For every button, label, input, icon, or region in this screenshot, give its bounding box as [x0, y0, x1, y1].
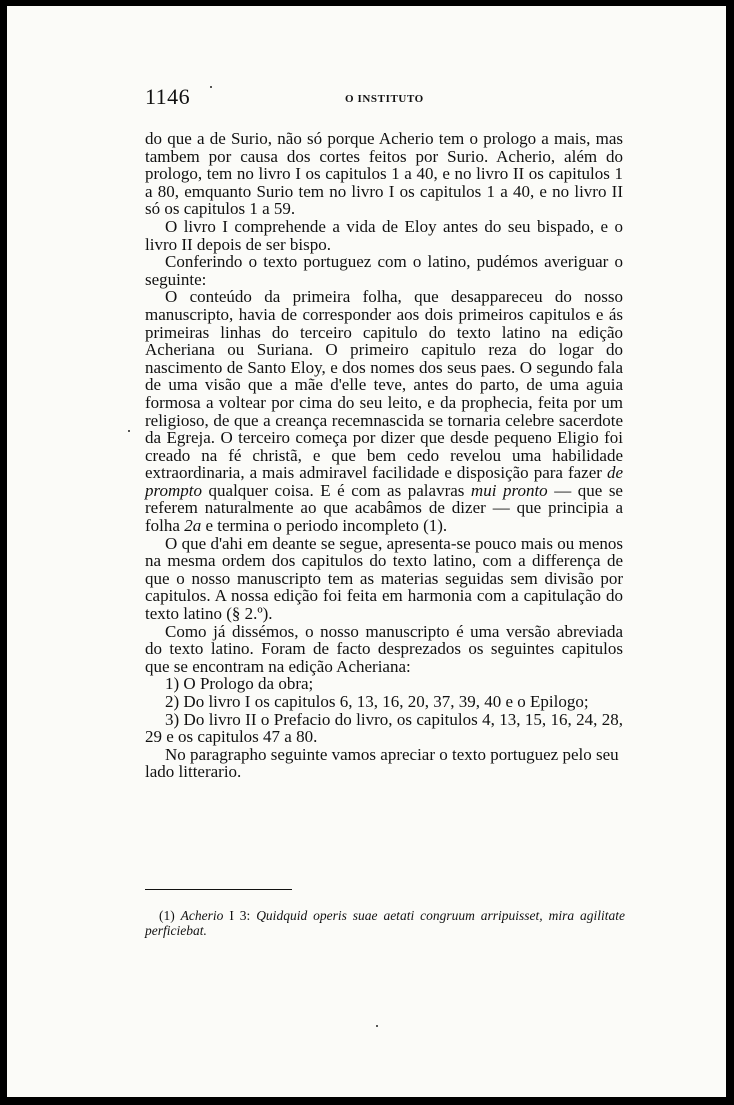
text-run: — que se referem naturalmente ao que acabâmos de dizer — que principia a folha	[145, 480, 623, 536]
text-run: e termina o periodo incompleto (1).	[201, 516, 448, 536]
footnote-quote: Quidquid operis suae aetati congruum arripuisset, mira agilitate perficiebat.	[145, 908, 625, 938]
text-run: qualquer coisa. E é com as palavras	[202, 480, 471, 500]
page-header	[145, 84, 620, 110]
scan-speck	[376, 1025, 378, 1027]
scan-speck	[128, 430, 130, 432]
scan-speck	[210, 86, 212, 88]
footnote-source: Acherio	[180, 908, 224, 923]
paragraph: O que d'ahi em deante se segue, apresenta-se pouco mais ou menos na mesma ordem dos capitulos do texto latino, com a differença de que o nosso manuscripto tem as materias seguidas sem divisão por capitulos. A nossa edição foi feita em harmonia com a capitulação do texto latino (§ 2.º).	[145, 533, 623, 624]
italic-phrase: mui pronto	[470, 480, 548, 500]
page-number: 1146	[145, 84, 191, 109]
paragraph: do que a de Surio, não só porque Acherio tem o prologo a mais, mas tambem por causa dos cortes feitos por Surio. Acherio, além do prologo, tem no livro I os capitulos 1 a 40, e no livro II os capitulos 1 a 80, emquanto Surio tem no livro I os capitulos 1 a 40, e no livro II só os capitulos 1 a 59.	[145, 129, 623, 219]
running-title: O INSTITUTO	[345, 93, 424, 105]
paragraph: Conferindo o texto portuguez com o latino, pudémos averiguar o seguinte:	[145, 252, 623, 289]
text-run: O conteúdo da primeira folha, que desappareceu do nosso manuscripto, havia de corresponder aos dois primeiros capitulos e ás primeiras linhas do terceiro capitulo do texto latino na edição Acheriana ou Suriana. O primeiro capitulo reza do logar do nascimento de Santo Eloy, e dos nomes dos seus paes. O segundo fala de uma visão que a mãe d'elle teve, antes do parto, de uma aguia formosa a voltear por cima do seu leito, e da prophecia, feita por um religioso, de que a creança recemnascida se tornaria celebre sacerdote da Egreja. O terceiro começa por dizer que desde pequeno Eligio foi creado na fé christã, e que bem cedo revelou uma habilidade extraordinaria, a mais admiravel facilidade e disposição para fazer	[145, 287, 623, 483]
paragraph: Como já dissémos, o nosso manuscripto é uma versão abreviada do texto latino. Foram de facto desprezados os seguintes capitulos que se encontram na edição Acheriana:	[145, 621, 623, 676]
paragraph: O livro I comprehende a vida de Eloy antes do seu bispado, e o livro II depois de ser bispo.	[145, 216, 623, 254]
italic-phrase: de prompto	[145, 463, 623, 500]
footnote-ref: I 3:	[229, 908, 251, 923]
footnote-marker: (1)	[159, 908, 175, 923]
body-text	[145, 130, 623, 781]
paragraph	[145, 288, 623, 534]
italic-phrase: 2a	[184, 516, 202, 536]
paragraph: 2) Do livro I os capitulos 6, 13, 16, 20, 37, 39, 40 e o Epilogo;	[165, 692, 589, 711]
footnote	[145, 908, 625, 938]
paragraph: No paragrapho seguinte vamos apreciar o texto portuguez pelo seu lado litterario.	[145, 744, 619, 782]
footnote-rule	[145, 889, 292, 890]
paragraph: 3) Do livro II o Prefacio do livro, os capitulos 4, 13, 15, 16, 24, 28, 29 e os capitulos 47 a 80.	[145, 709, 623, 747]
paragraph: 1) O Prologo da obra;	[165, 674, 314, 694]
